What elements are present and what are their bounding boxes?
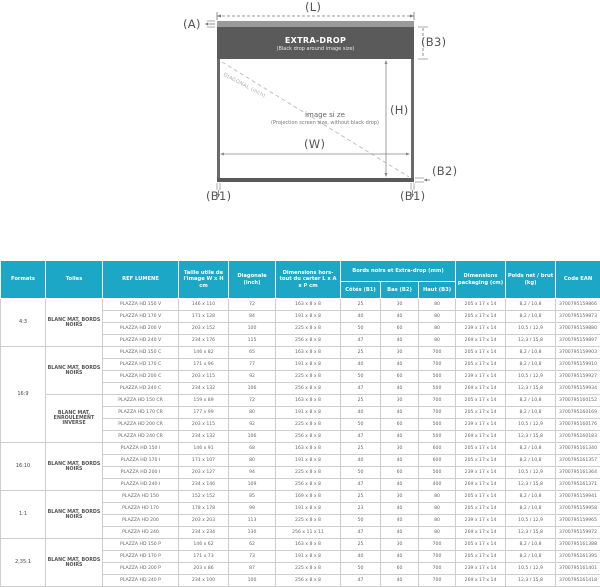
cell-b3: 700 (419, 563, 456, 575)
extra-drop-title: EXTRA-DROP (217, 36, 414, 45)
cell-ref: PLAZZA HD 170 (103, 503, 179, 515)
extra-drop-subtitle: (Black drop around image size) (217, 46, 414, 52)
cell-b1: 40 (341, 455, 381, 467)
cell-ean: 3700795161357 (556, 455, 600, 467)
cell-ref: PLAZZA HD 150 CR (103, 395, 179, 407)
cell-taille: 234 x 100 (179, 575, 229, 587)
cell-ean: 3700795159958 (556, 503, 600, 515)
cell-ean: 3700795159941 (556, 491, 600, 503)
cell-dim: 225 x 8 x 8 (276, 467, 341, 479)
cell-pack: 239 x 17 x 14 (456, 515, 506, 527)
cell-b3: 700 (419, 407, 456, 419)
cell-ref: PLAZZA HD 170 CR (103, 407, 179, 419)
cell-pack: 205 x 17 x 14 (456, 311, 506, 323)
cell-diag: 100 (229, 575, 276, 587)
cell-b3: 700 (419, 347, 456, 359)
cell-poids: 10,5 / 12,9 (506, 467, 556, 479)
cell-poids: 10,5 / 12,9 (506, 515, 556, 527)
cell-b1: 23 (341, 503, 381, 515)
header-bas: Bas (B2) (381, 282, 419, 299)
cell-b3: 500 (419, 467, 456, 479)
cell-pack: 239 x 17 x 14 (456, 419, 506, 431)
cell-ref: PLAZZA HD 150 V (103, 299, 179, 311)
table-row (1, 491, 600, 503)
cell-b3: 700 (419, 359, 456, 371)
cell-ean: 3700795159910 (556, 359, 600, 371)
cell-taille: 234 x 132 (179, 383, 229, 395)
cell-ean: 3700795161388 (556, 539, 600, 551)
cell-dim: 256 x 8 x 8 (276, 383, 341, 395)
frame-bottom-border (217, 178, 414, 182)
cell-ean: 3700795160176 (556, 419, 600, 431)
cell-b1: 25 (341, 299, 381, 311)
cell-diag: 87 (229, 563, 276, 575)
format-cell: 4:3 (1, 299, 46, 347)
cell-b3: 700 (419, 395, 456, 407)
cell-poids: 8,2 / 10,8 (506, 299, 556, 311)
cell-dim: 169 x 8 x 8 (276, 491, 341, 503)
cell-taille: 146 x 91 (179, 443, 229, 455)
cell-dim: 225 x 8 x 8 (276, 515, 341, 527)
cell-ref: PLAZZA HD 200 (103, 515, 179, 527)
cell-pack: 205 x 17 x 14 (456, 503, 506, 515)
cell-poids: 8,2 / 10,8 (506, 443, 556, 455)
cell-ref: PLAZZA HD 200 C (103, 371, 179, 383)
label-A: (A) (183, 17, 201, 31)
cell-ref: PLAZZA HD 170 I (103, 455, 179, 467)
cell-b3: 80 (419, 311, 456, 323)
extra-drop-area (217, 27, 414, 59)
cell-b2: 40 (381, 311, 419, 323)
spec-table-body (1, 299, 600, 587)
cell-b1: 50 (341, 419, 381, 431)
cell-diag: 68 (229, 443, 276, 455)
cell-ref: PLAZZA HD 150 C (103, 347, 179, 359)
cell-diag: 115 (229, 335, 276, 347)
cell-dim: 256 x 8 x 8 (276, 575, 341, 587)
cell-taille: 177 x 99 (179, 407, 229, 419)
cell-ean: 3700795161395 (556, 551, 600, 563)
label-H: (H) (390, 103, 409, 117)
toile-cell: BLANC MAT, ENROULEMENT INVERSE (46, 395, 103, 443)
cell-b1: 50 (341, 467, 381, 479)
cell-b1: 47 (341, 383, 381, 395)
cell-dim: 191 x 8 x 8 (276, 311, 341, 323)
header-ref: REF LUMENE (103, 261, 179, 299)
cell-pack: 205 x 17 x 14 (456, 359, 506, 371)
cell-pack: 205 x 17 x 14 (456, 551, 506, 563)
cell-ean: 3700795161401 (556, 563, 600, 575)
cell-b1: 40 (341, 359, 381, 371)
cell-dim: 225 x 8 x 8 (276, 371, 341, 383)
cell-poids: 10,5 / 12,9 (506, 371, 556, 383)
cell-taille: 146 x 82 (179, 347, 229, 359)
cell-b3: 500 (419, 383, 456, 395)
cell-dim: 225 x 8 x 8 (276, 419, 341, 431)
cell-ref: PLAZZA HD 200 P (103, 563, 179, 575)
cell-pack: 205 x 17 x 14 (456, 455, 506, 467)
cell-ref: PLAZZA HD 240 C (103, 383, 179, 395)
cell-pack: 205 x 17 x 14 (456, 443, 506, 455)
cell-diag: 94 (229, 467, 276, 479)
cell-taille: 203 x 115 (179, 371, 229, 383)
cell-dim: 163 x 8 x 8 (276, 299, 341, 311)
table-row (1, 539, 600, 551)
cell-diag: 72 (229, 299, 276, 311)
cell-b1: 47 (341, 479, 381, 491)
cell-ref: PLAZZA HD 200 V (103, 323, 179, 335)
cell-poids: 8,2 / 10,8 (506, 311, 556, 323)
cell-b3: 80 (419, 299, 456, 311)
header-dimensions: Dimensions hors-tout du carter L x A x P cm (276, 261, 341, 299)
format-cell: 2,35:1 (1, 539, 46, 587)
header-bords-group: Bords noirs et Extra-drop (mm) (341, 261, 456, 282)
cell-diag: 130 (229, 527, 276, 539)
cell-b3: 600 (419, 455, 456, 467)
cell-diag: 73 (229, 551, 276, 563)
cell-b2: 30 (381, 443, 419, 455)
frame-left-border (217, 59, 220, 181)
cell-dim: 191 x 8 x 8 (276, 551, 341, 563)
cell-poids: 10,5 / 12,9 (506, 323, 556, 335)
cell-pack: 269 x 17 x 14 (456, 383, 506, 395)
cell-b1: 25 (341, 443, 381, 455)
cell-diag: 109 (229, 479, 276, 491)
cell-pack: 239 x 17 x 14 (456, 323, 506, 335)
cell-taille: 171 x 128 (179, 311, 229, 323)
cell-b2: 30 (381, 395, 419, 407)
cell-poids: 12,3 / 15,8 (506, 575, 556, 587)
cell-poids: 12,3 / 15,8 (506, 479, 556, 491)
cell-taille: 234 x 146 (179, 479, 229, 491)
cell-ref: PLAZZA HD 200 I (103, 467, 179, 479)
cell-ean: 3700795161340 (556, 443, 600, 455)
toile-cell: BLANC MAT, BORDS NOIRS (46, 299, 103, 347)
cell-taille: 152 x 152 (179, 491, 229, 503)
toile-cell: BLANC MAT, BORDS NOIRS (46, 347, 103, 395)
header-diagonale: Diagonale (inch) (229, 261, 276, 299)
cell-b3: 80 (419, 323, 456, 335)
cell-diag: 85 (229, 491, 276, 503)
cell-b2: 30 (381, 539, 419, 551)
cell-diag: 92 (229, 419, 276, 431)
cell-dim: 256 x 8 x 8 (276, 431, 341, 443)
cell-b2: 30 (381, 299, 419, 311)
cell-ean: 3700795161371 (556, 479, 600, 491)
cell-diag: 106 (229, 431, 276, 443)
cell-b3: 700 (419, 539, 456, 551)
cell-taille: 146 x 62 (179, 539, 229, 551)
cell-ean: 3700795159866 (556, 299, 600, 311)
cell-b1: 40 (341, 551, 381, 563)
cell-ref: PLAZZA HD 240 P (103, 575, 179, 587)
header-cotes: Côtés (B1) (341, 282, 381, 299)
cell-diag: 100 (229, 323, 276, 335)
cell-b2: 40 (381, 515, 419, 527)
cell-b1: 50 (341, 323, 381, 335)
header-formats: Formats (1, 261, 46, 299)
cell-pack: 205 x 17 x 14 (456, 347, 506, 359)
cell-taille: 171 x 107 (179, 455, 229, 467)
format-cell: 16:9 (1, 347, 46, 443)
cell-diag: 84 (229, 311, 276, 323)
cell-pack: 269 x 17 x 14 (456, 479, 506, 491)
cell-dim: 256 x 11 x 11 (276, 527, 341, 539)
cell-b3: 500 (419, 431, 456, 443)
cell-poids: 8,2 / 10,8 (506, 539, 556, 551)
cell-ean: 3700795159934 (556, 383, 600, 395)
cell-b2: 40 (381, 551, 419, 563)
toile-cell: BLANC MAT, BORDS NOIRS (46, 443, 103, 491)
cell-poids: 8,2 / 10,8 (506, 347, 556, 359)
header-haut: Haut (B3) (419, 282, 456, 299)
cell-b2: 30 (381, 347, 419, 359)
header-poids: Poids net / brut (kg) (506, 261, 556, 299)
cell-b2: 40 (381, 527, 419, 539)
table-row (1, 299, 600, 311)
cell-b2: 60 (381, 371, 419, 383)
cell-taille: 171 x 96 (179, 359, 229, 371)
cell-diag: 106 (229, 383, 276, 395)
cell-diag: 113 (229, 515, 276, 527)
cell-dim: 191 x 8 x 8 (276, 359, 341, 371)
cell-b2: 40 (381, 479, 419, 491)
cell-b1: 40 (341, 311, 381, 323)
cell-ean: 3700795159903 (556, 347, 600, 359)
header-toiles: Toiles (46, 261, 103, 299)
cell-ref: PLAZZA HD 150 (103, 491, 179, 503)
cell-pack: 269 x 17 x 14 (456, 575, 506, 587)
cell-taille: 203 x 203 (179, 515, 229, 527)
cell-b2: 40 (381, 575, 419, 587)
cell-ean: 3700795160169 (556, 407, 600, 419)
cell-b3: 700 (419, 551, 456, 563)
screen-dimension-diagram (0, 0, 600, 255)
cell-b2: 40 (381, 407, 419, 419)
cell-ean: 3700795159927 (556, 371, 600, 383)
cell-ean: 3700795160183 (556, 431, 600, 443)
cell-pack: 205 x 17 x 14 (456, 407, 506, 419)
cell-taille: 146 x 110 (179, 299, 229, 311)
cell-pack: 269 x 17 x 14 (456, 335, 506, 347)
table-row (1, 443, 600, 455)
cell-ref: PLAZZA HD 150 I (103, 443, 179, 455)
cell-ean: 3700795161364 (556, 467, 600, 479)
cell-b2: 60 (381, 563, 419, 575)
label-W: (W) (304, 137, 325, 151)
label-B1-left: (B1) (206, 189, 231, 203)
cell-b3: 400 (419, 479, 456, 491)
cell-poids: 10,5 / 12,9 (506, 419, 556, 431)
cell-b1: 25 (341, 395, 381, 407)
cell-dim: 191 x 8 x 8 (276, 407, 341, 419)
cell-diag: 92 (229, 371, 276, 383)
cell-b2: 40 (381, 431, 419, 443)
cell-dim: 163 x 8 x 8 (276, 539, 341, 551)
cell-b3: 500 (419, 419, 456, 431)
cell-diag: 80 (229, 407, 276, 419)
cell-b3: 80 (419, 527, 456, 539)
header-ean: Code EAN (556, 261, 600, 299)
cell-pack: 239 x 17 x 14 (456, 467, 506, 479)
cell-b1: 47 (341, 575, 381, 587)
cell-b3: 500 (419, 371, 456, 383)
cell-poids: 8,2 / 10,8 (506, 503, 556, 515)
cell-b3: 80 (419, 503, 456, 515)
product-spec-table (0, 260, 600, 587)
cell-b3: 80 (419, 515, 456, 527)
cell-diag: 99 (229, 503, 276, 515)
cell-ean: 3700795159897 (556, 335, 600, 347)
header-packaging: Dimensions packaging (cm) (456, 261, 506, 299)
cell-poids: 12,3 / 15,8 (506, 383, 556, 395)
cell-b2: 40 (381, 455, 419, 467)
cell-b2: 60 (381, 323, 419, 335)
cell-poids: 12,3 / 15,8 (506, 335, 556, 347)
cell-ref: PLAZZA HD 240 I (103, 479, 179, 491)
cell-b2: 60 (381, 467, 419, 479)
cell-pack: 239 x 17 x 14 (456, 371, 506, 383)
cell-ref: PLAZZA HD 240 V (103, 335, 179, 347)
cell-b1: 50 (341, 563, 381, 575)
cell-poids: 12,3 / 15,8 (506, 431, 556, 443)
cell-dim: 163 x 8 x 8 (276, 347, 341, 359)
cell-dim: 256 x 8 x 8 (276, 335, 341, 347)
cell-ean: 3700795159965 (556, 515, 600, 527)
cell-dim: 225 x 8 x 8 (276, 563, 341, 575)
cell-diag: 65 (229, 347, 276, 359)
cell-poids: 10,5 / 12,9 (506, 563, 556, 575)
cell-taille: 203 x 115 (179, 419, 229, 431)
cell-ref: PLAZZA HD 240 CR (103, 431, 179, 443)
cell-taille: 203 x 127 (179, 467, 229, 479)
cell-diag: 72 (229, 395, 276, 407)
label-B1-right: (B1) (400, 189, 425, 203)
label-B3: (B3) (421, 35, 446, 49)
image-size-title: image si ze (250, 111, 400, 119)
cell-b3: 600 (419, 443, 456, 455)
cell-dim: 191 x 8 x 8 (276, 455, 341, 467)
cell-taille: 203 x 86 (179, 563, 229, 575)
cell-taille: 234 x 176 (179, 335, 229, 347)
cell-b1: 25 (341, 539, 381, 551)
cell-poids: 8,2 / 10,8 (506, 359, 556, 371)
cell-ean: 3700795159880 (556, 323, 600, 335)
toile-cell: BLANC MAT, BORDS NOIRS (46, 539, 103, 587)
cell-ean: 3700795161418 (556, 575, 600, 587)
frame-right-border (411, 59, 414, 181)
cell-dim: 191 x 8 x 8 (276, 503, 341, 515)
cell-pack: 205 x 17 x 14 (456, 491, 506, 503)
format-cell: 16:10 (1, 443, 46, 491)
cell-diag: 77 (229, 359, 276, 371)
cell-taille: 203 x 152 (179, 323, 229, 335)
cell-pack: 205 x 17 x 14 (456, 539, 506, 551)
cell-taille: 159 x 89 (179, 395, 229, 407)
cell-b1: 47 (341, 335, 381, 347)
cell-b3: 80 (419, 335, 456, 347)
cell-b1: 25 (341, 347, 381, 359)
table-row (1, 347, 600, 359)
cell-pack: 269 x 17 x 14 (456, 527, 506, 539)
cell-b2: 40 (381, 359, 419, 371)
cell-b2: 40 (381, 335, 419, 347)
cell-b3: 80 (419, 491, 456, 503)
cell-ean: 3700795159972 (556, 527, 600, 539)
cell-poids: 8,2 / 10,8 (506, 407, 556, 419)
cell-b1: 50 (341, 515, 381, 527)
cell-taille: 171 x 73 (179, 551, 229, 563)
cell-pack: 239 x 17 x 14 (456, 563, 506, 575)
cell-ean: 3700795159873 (556, 311, 600, 323)
cell-b1: 50 (341, 371, 381, 383)
cell-pack: 269 x 17 x 14 (456, 431, 506, 443)
cell-ref: PLAZZA HD 240 (103, 527, 179, 539)
cell-poids: 12,3 / 15,8 (506, 527, 556, 539)
cell-diag: 80 (229, 455, 276, 467)
format-cell: 1:1 (1, 491, 46, 539)
cell-taille: 178 x 178 (179, 503, 229, 515)
cell-diag: 62 (229, 539, 276, 551)
cell-pack: 205 x 17 x 14 (456, 395, 506, 407)
cell-b1: 40 (341, 407, 381, 419)
cell-b2: 60 (381, 419, 419, 431)
cell-ref: PLAZZA HD 170 V (103, 311, 179, 323)
cell-b1: 25 (341, 491, 381, 503)
cell-dim: 163 x 8 x 8 (276, 395, 341, 407)
diagonal-label: DIAGONAL (inch) (222, 72, 266, 99)
cell-b2: 30 (381, 491, 419, 503)
cell-b2: 40 (381, 383, 419, 395)
cell-ref: PLAZZA HD 150 P (103, 539, 179, 551)
toile-cell: BLANC MAT, BORDS NOIRS (46, 491, 103, 539)
cell-taille: 234 x 234 (179, 527, 229, 539)
label-B2: (B2) (432, 164, 457, 178)
cell-poids: 8,2 / 10,8 (506, 455, 556, 467)
cell-ref: PLAZZA HD 170 P (103, 551, 179, 563)
image-size-subtitle: (Projection screen size, without black drop) (240, 120, 410, 126)
cell-ref: PLAZZA HD 170 C (103, 359, 179, 371)
cell-b2: 40 (381, 503, 419, 515)
cell-poids: 8,2 / 10,8 (506, 395, 556, 407)
cell-b1: 47 (341, 527, 381, 539)
label-L: (L) (305, 0, 321, 14)
cell-dim: 256 x 8 x 8 (276, 479, 341, 491)
cell-ref: PLAZZA HD 200 CR (103, 419, 179, 431)
table-row (1, 395, 600, 407)
cell-poids: 8,2 / 10,8 (506, 491, 556, 503)
cell-pack: 205 x 17 x 14 (456, 299, 506, 311)
cell-ean: 3700795160152 (556, 395, 600, 407)
header-taille: Taille utile de l'image W x H cm (179, 261, 229, 299)
cell-taille: 234 x 132 (179, 431, 229, 443)
cell-b3: 700 (419, 575, 456, 587)
cell-dim: 163 x 8 x 8 (276, 443, 341, 455)
cell-b1: 47 (341, 431, 381, 443)
cell-poids: 8,2 / 10,8 (506, 551, 556, 563)
cell-dim: 225 x 8 x 8 (276, 323, 341, 335)
